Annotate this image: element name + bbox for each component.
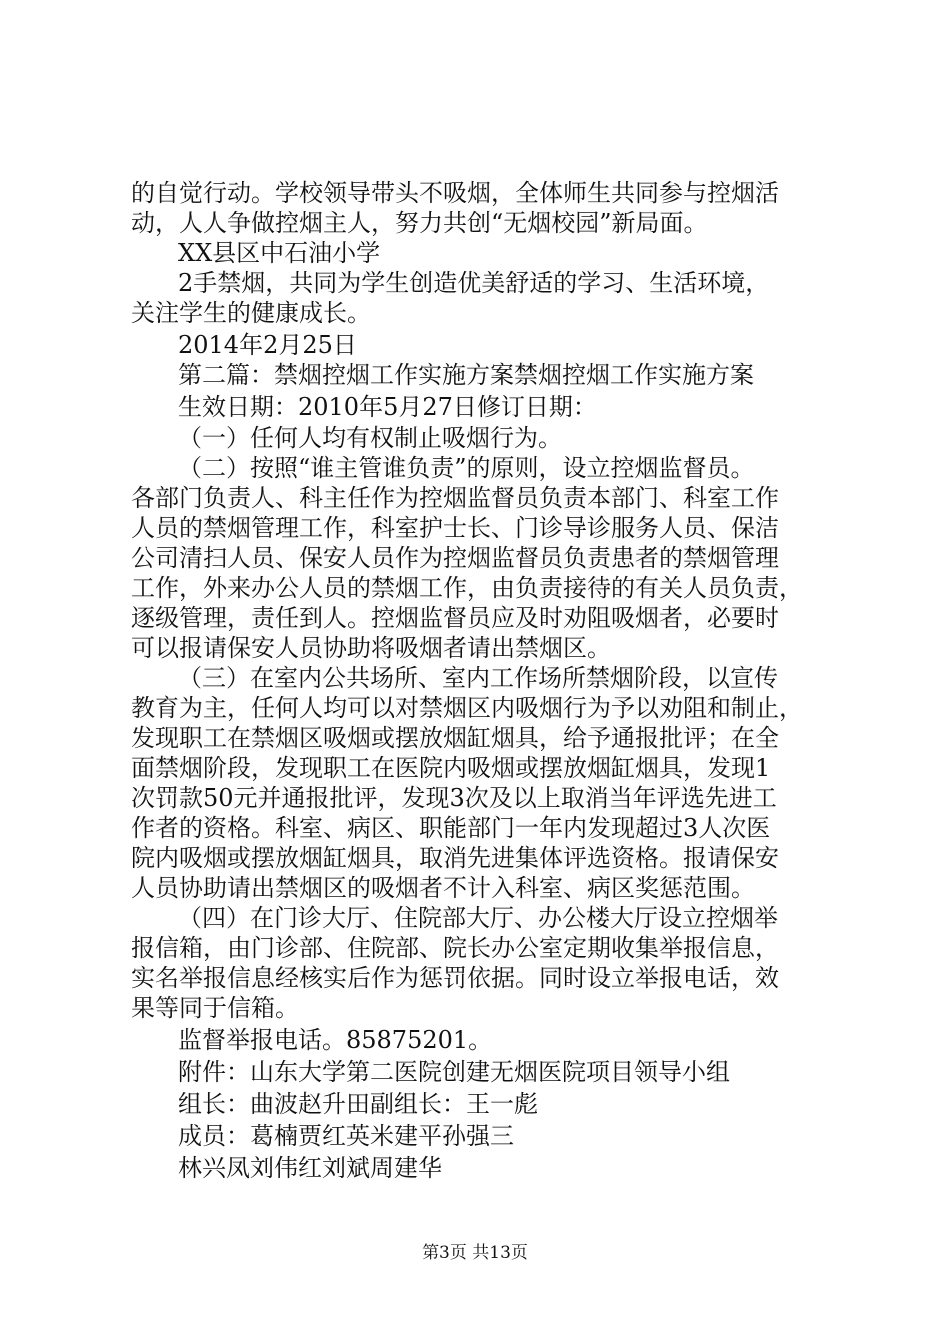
body-text-line: 实名举报信息经核实后作为惩罚依据。同时设立举报电话，效 [131, 964, 779, 992]
body-text-line: 院内吸烟或摆放烟缸烟具，取消先进集体评选资格。报请保安 [131, 844, 779, 872]
body-text-line: 动，人人争做控烟主人，努力共创“无烟校园”新局面。 [131, 209, 708, 237]
body-text-line: （三）在室内公共场所、室内工作场所禁烟阶段，以宣传 [178, 664, 778, 692]
body-text-line: 人员协助请出禁烟区的吸烟者不计入科室、病区奖惩范围。 [131, 874, 755, 902]
body-text-line: 报信箱，由门诊部、住院部、院长办公室定期收集举报信息， [131, 934, 779, 962]
body-text-line: 的自觉行动。学校领导带头不吸烟，全体师生共同参与控烟活 [131, 179, 779, 207]
body-text-line: 教育为主，任何人均可以对禁烟区内吸烟行为予以劝阻和制止， [131, 694, 803, 722]
body-text-line: 逐级管理，责任到人。控烟监督员应及时劝阻吸烟者，必要时 [131, 604, 779, 632]
body-text-line: 人员的禁烟管理工作，科室护士长、门诊导诊服务人员、保洁 [131, 514, 779, 542]
body-text-line: 监督举报电话。85875201。 [178, 1026, 493, 1054]
page-footer: 第3页 共13页 [422, 1243, 528, 1263]
body-text-line: 成员：葛楠贾红英米建平孙强三 [178, 1122, 514, 1150]
body-text-line: 工作，外来办公人员的禁烟工作，由负责接待的有关人员负责， [131, 574, 803, 602]
body-text-line: 关注学生的健康成长。 [131, 299, 371, 327]
body-text-line: 各部门负责人、科主任作为控烟监督员负责本部门、科室工作 [131, 484, 779, 512]
body-text-line: （一）任何人均有权制止吸烟行为。 [178, 424, 562, 452]
body-text-line: 附件：山东大学第二医院创建无烟医院项目领导小组 [178, 1058, 730, 1086]
body-text-line: XX县区中石油小学 [178, 239, 381, 267]
body-text-line: 生效日期：2010年5月27日修订日期： [178, 393, 597, 421]
body-text-line: （二）按照“谁主管谁负责”的原则，设立控烟监督员。 [178, 454, 755, 482]
body-text-line: 作者的资格。科室、病区、职能部门一年内发现超过3人次医 [131, 814, 771, 842]
body-text-line: 第二篇：禁烟控烟工作实施方案禁烟控烟工作实施方案 [178, 361, 754, 389]
body-text-line: 可以报请保安人员协助将吸烟者请出禁烟区。 [131, 634, 611, 662]
body-text-line: 组长：曲波赵升田副组长：王一彪 [178, 1090, 538, 1118]
body-text-line: 2手禁烟，共同为学生创造优美舒适的学习、生活环境， [178, 269, 770, 297]
body-text-line: 发现职工在禁烟区吸烟或摆放烟缸烟具，给予通报批评；在全 [131, 724, 779, 752]
body-text-line: （四）在门诊大厅、住院部大厅、办公楼大厅设立控烟举 [178, 904, 778, 932]
body-text-line: 果等同于信箱。 [131, 994, 299, 1022]
body-text-line: 2014年2月25日 [178, 331, 357, 359]
body-text-line: 公司清扫人员、保安人员作为控烟监督员负责患者的禁烟管理 [131, 544, 779, 572]
body-text-line: 面禁烟阶段，发现职工在医院内吸烟或摆放烟缸烟具，发现1 [131, 754, 771, 782]
body-text-line: 林兴凤刘伟红刘斌周建华 [178, 1154, 442, 1182]
body-text-line: 次罚款50元并通报批评，发现3次及以上取消当年评选先进工 [131, 784, 777, 812]
